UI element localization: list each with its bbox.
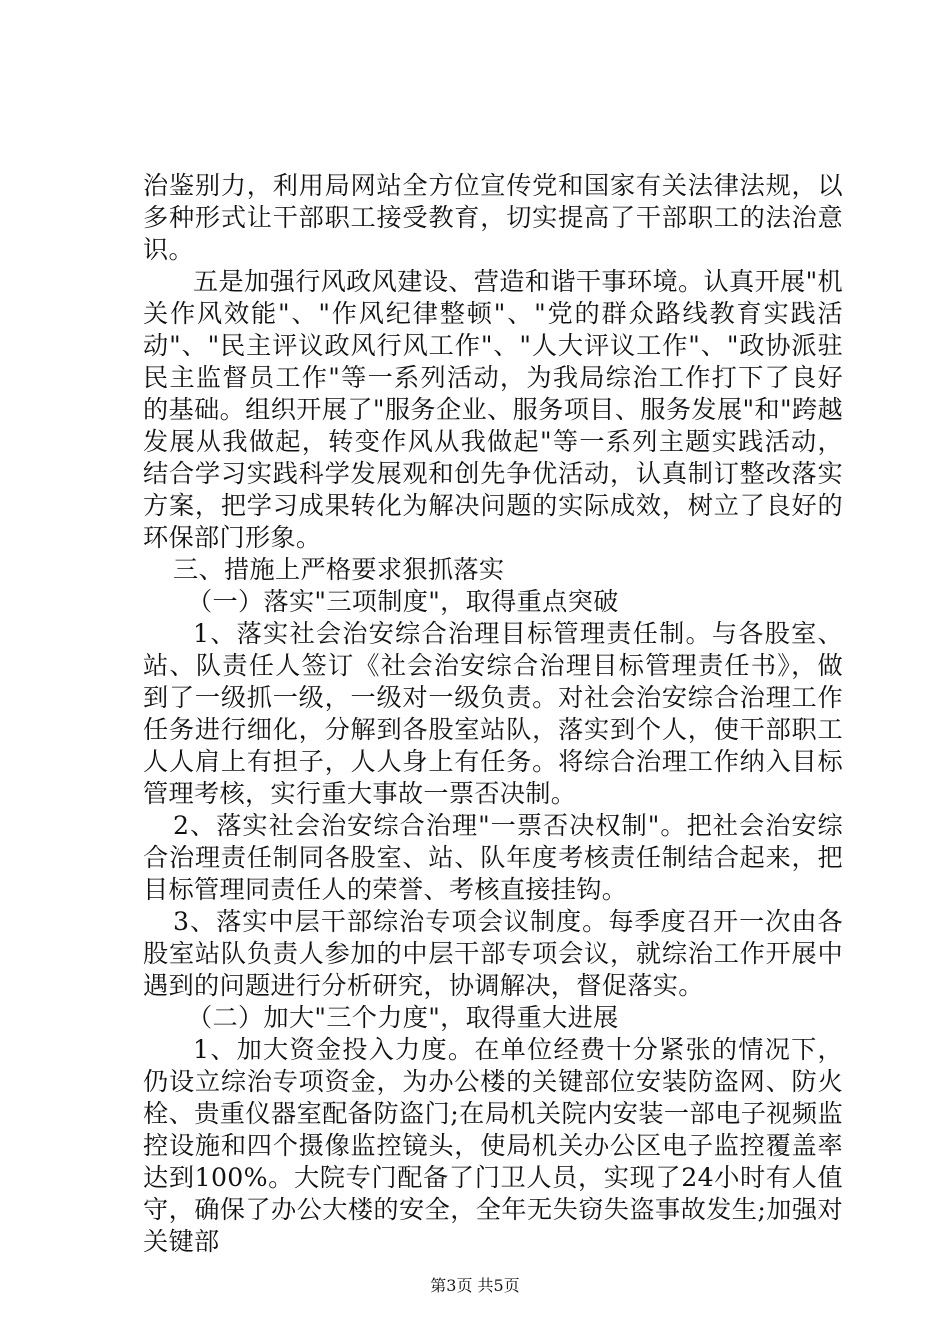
section-heading-three: 三、措施上严格要求狠抓落实 [173,555,505,584]
page-number: 第3页 共5页 [430,1276,520,1295]
page-footer [0,1276,950,1296]
paragraph-funding: 1、加大资金投入力度。在单位经费十分紧张的情况下，仍设立综治专项资金，为办公楼的关键部位安装防盗网、防火栓、贵重仪器室配备防盗门;在局机关院内安装一部电子视频监控设施和四个摄像监控镜头，使局机关办公区电子监控覆盖率达到100%。大院专门配备了门卫人员，实现了24小时有人值守，确保了办公大楼的安全，全年无失窃失盗事故发生;加强对关键部 [143,1035,843,1256]
paragraph-item-2: 2、落实社会治安综合治理"一票否决权制"。把社会治安综合治理责任制同各股室、站、队年度考核责任制结合起来，把目标管理同责任人的荣誉、考核直接挂钩。 [143,811,843,904]
subsection-heading-two: （二）加大"三个力度"，取得重大进展 [187,1003,619,1032]
paragraph-point-five: 五是加强行风政风建设、营造和谐干事环境。认真开展"机关作风效能"、"作风纪律整顿"、"党的群众路线教育实践活动"、"民主评议政风行风工作"、"人大评议工作"、"政协派驻民主监督员工作"等一系列活动，为我局综治工作打下了良好的基础。组织开展了"服务企业、服务项目、服务发展"和"跨越发展从我做起，转变作风从我做起"等一系列主题实践活动，结合学习实践科学发展观和创先争优活动，认真制订整改落实方案，把学习成果转化为解决问题的实际成效，树立了良好的环保部门形象。 [143,267,843,552]
paragraph-legal-awareness: 治鉴别力，利用局网站全方位宣传党和国家有关法律法规，以多种形式让干部职工接受教育，切实提高了干部职工的法治意识。 [143,171,843,264]
paragraph-item-3: 3、落实中层干部综治专项会议制度。每季度召开一次由各股室站队负责人参加的中层干部专项会议，就综治工作开展中遇到的问题进行分析研究，协调解决，督促落实。 [143,907,843,1000]
document-body [143,170,843,1258]
subsection-heading-one: （一）落实"三项制度"，取得重点突破 [187,587,619,616]
paragraph-item-1: 1、落实社会治安综合治理目标管理责任制。与各股室、站、队责任人签订《社会治安综合治理目标管理责任书》，做到了一级抓一级，一级对一级负责。对社会治安综合治理工作任务进行细化，分解到各股室站队，落实到个人，使干部职工人人肩上有担子，人人身上有任务。将综合治理工作纳入目标管理考核，实行重大事故一票否决制。 [143,619,843,808]
